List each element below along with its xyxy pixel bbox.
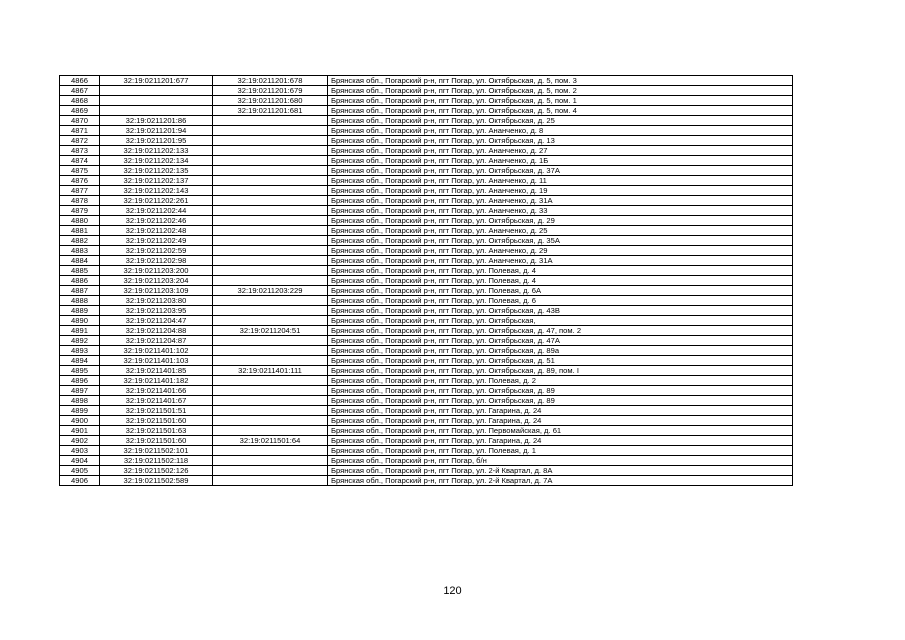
table-row xyxy=(60,426,793,436)
table-row xyxy=(60,276,793,286)
related-cadastral-number-cell: 32:19:0211401:111 xyxy=(213,366,328,376)
address-cell: Брянская обл., Погарский р-н, пгт Погар, ул. Октябрьская, д. 37А xyxy=(328,166,793,176)
table-row xyxy=(60,86,793,96)
related-cadastral-number-cell xyxy=(213,176,328,186)
related-cadastral-number-cell: 32:19:0211204:51 xyxy=(213,326,328,336)
table-row xyxy=(60,116,793,126)
related-cadastral-number-cell xyxy=(213,376,328,386)
cadastral-number-cell: 32:19:0211401:66 xyxy=(100,386,213,396)
cadastral-number-cell: 32:19:0211202:137 xyxy=(100,176,213,186)
address-cell: Брянская обл., Погарский р-н, пгт Погар, ул. Октябрьская, д. 35А xyxy=(328,236,793,246)
related-cadastral-number-cell xyxy=(213,116,328,126)
related-cadastral-number-cell xyxy=(213,356,328,366)
cadastral-number-cell: 32:19:0211401:67 xyxy=(100,396,213,406)
address-cell: Брянская обл., Погарский р-н, пгт Погар, ул. Гагарина, д. 24 xyxy=(328,406,793,416)
row-number-cell: 4878 xyxy=(60,196,100,206)
table-row xyxy=(60,346,793,356)
cadastral-number-cell: 32:19:0211502:101 xyxy=(100,446,213,456)
row-number-cell: 4894 xyxy=(60,356,100,366)
related-cadastral-number-cell xyxy=(213,416,328,426)
cadastral-number-cell: 32:19:0211401:102 xyxy=(100,346,213,356)
address-cell: Брянская обл., Погарский р-н, пгт Погар, ул. 2-й Квартал, д. 7А xyxy=(328,476,793,486)
cadastral-number-cell xyxy=(100,86,213,96)
row-number-cell: 4874 xyxy=(60,156,100,166)
row-number-cell: 4886 xyxy=(60,276,100,286)
related-cadastral-number-cell xyxy=(213,236,328,246)
related-cadastral-number-cell xyxy=(213,426,328,436)
table-row xyxy=(60,336,793,346)
cadastral-number-cell: 32:19:0211502:589 xyxy=(100,476,213,486)
related-cadastral-number-cell: 32:19:0211201:681 xyxy=(213,106,328,116)
cadastral-number-cell: 32:19:0211204:47 xyxy=(100,316,213,326)
address-cell: Брянская обл., Погарский р-н, пгт Погар, ул. Ананченко, д. 8 xyxy=(328,126,793,136)
table-row xyxy=(60,176,793,186)
cadastral-number-cell: 32:19:0211502:126 xyxy=(100,466,213,476)
cadastral-number-cell: 32:19:0211501:60 xyxy=(100,436,213,446)
table-row xyxy=(60,446,793,456)
table-row xyxy=(60,306,793,316)
related-cadastral-number-cell xyxy=(213,296,328,306)
related-cadastral-number-cell xyxy=(213,196,328,206)
address-cell: Брянская обл., Погарский р-н, пгт Погар, ул. Октябрьская, д. 89а xyxy=(328,346,793,356)
row-number-cell: 4904 xyxy=(60,456,100,466)
row-number-cell: 4906 xyxy=(60,476,100,486)
row-number-cell: 4872 xyxy=(60,136,100,146)
address-cell: Брянская обл., Погарский р-н, пгт Погар, ул. Октябрьская, д. 13 xyxy=(328,136,793,146)
cadastral-number-cell: 32:19:0211202:135 xyxy=(100,166,213,176)
cadastral-number-cell: 32:19:0211502:118 xyxy=(100,456,213,466)
cadastral-number-cell: 32:19:0211202:261 xyxy=(100,196,213,206)
address-cell: Брянская обл., Погарский р-н, пгт Погар, ул. Ананченко, д. 31А xyxy=(328,196,793,206)
property-table xyxy=(59,75,793,486)
address-cell: Брянская обл., Погарский р-н, пгт Погар, ул. Октябрьская, д. 43В xyxy=(328,306,793,316)
address-cell: Брянская обл., Погарский р-н, пгт Погар, ул. Полевая, д. 4 xyxy=(328,266,793,276)
row-number-cell: 4884 xyxy=(60,256,100,266)
table-row xyxy=(60,286,793,296)
cadastral-number-cell: 32:19:0211401:103 xyxy=(100,356,213,366)
row-number-cell: 4885 xyxy=(60,266,100,276)
cadastral-number-cell: 32:19:0211201:86 xyxy=(100,116,213,126)
table-row xyxy=(60,106,793,116)
address-cell: Брянская обл., Погарский р-н, пгт Погар, ул. Ананченко, д. 33 xyxy=(328,206,793,216)
row-number-cell: 4893 xyxy=(60,346,100,356)
address-cell: Брянская обл., Погарский р-н, пгт Погар, ул. Октябрьская, д. 5, пом. 2 xyxy=(328,86,793,96)
cadastral-number-cell: 32:19:0211202:133 xyxy=(100,146,213,156)
cadastral-number-cell: 32:19:0211201:94 xyxy=(100,126,213,136)
related-cadastral-number-cell xyxy=(213,206,328,216)
row-number-cell: 4869 xyxy=(60,106,100,116)
row-number-cell: 4905 xyxy=(60,466,100,476)
related-cadastral-number-cell xyxy=(213,456,328,466)
address-cell: Брянская обл., Погарский р-н, пгт Погар, ул. 2-й Квартал, д. 8А xyxy=(328,466,793,476)
cadastral-number-cell: 32:19:0211202:134 xyxy=(100,156,213,166)
address-cell: Брянская обл., Погарский р-н, пгт Погар, ул. Октябрьская, xyxy=(328,316,793,326)
address-cell: Брянская обл., Погарский р-н, пгт Погар, ул. Октябрьская, д. 89, пом. I xyxy=(328,366,793,376)
row-number-cell: 4877 xyxy=(60,186,100,196)
related-cadastral-number-cell xyxy=(213,306,328,316)
row-number-cell: 4896 xyxy=(60,376,100,386)
table-row xyxy=(60,136,793,146)
address-cell: Брянская обл., Погарский р-н, пгт Погар, б/н xyxy=(328,456,793,466)
row-number-cell: 4883 xyxy=(60,246,100,256)
table-row xyxy=(60,366,793,376)
table-row xyxy=(60,156,793,166)
row-number-cell: 4882 xyxy=(60,236,100,246)
cadastral-number-cell: 32:19:0211203:109 xyxy=(100,286,213,296)
table-row xyxy=(60,456,793,466)
cadastral-number-cell: 32:19:0211203:200 xyxy=(100,266,213,276)
cadastral-number-cell: 32:19:0211204:87 xyxy=(100,336,213,346)
table-row xyxy=(60,146,793,156)
address-cell: Брянская обл., Погарский р-н, пгт Погар, ул. Октябрьская, д. 89 xyxy=(328,396,793,406)
row-number-cell: 4892 xyxy=(60,336,100,346)
address-cell: Брянская обл., Погарский р-н, пгт Погар, ул. Первомайская, д. 61 xyxy=(328,426,793,436)
row-number-cell: 4873 xyxy=(60,146,100,156)
cadastral-number-cell xyxy=(100,106,213,116)
row-number-cell: 4889 xyxy=(60,306,100,316)
cadastral-number-cell: 32:19:0211202:143 xyxy=(100,186,213,196)
cadastral-number-cell: 32:19:0211203:204 xyxy=(100,276,213,286)
address-cell: Брянская обл., Погарский р-н, пгт Погар, ул. Гагарина, д. 24 xyxy=(328,436,793,446)
address-cell: Брянская обл., Погарский р-н, пгт Погар, ул. Ананченко, д. 1Б xyxy=(328,156,793,166)
related-cadastral-number-cell xyxy=(213,246,328,256)
address-cell: Брянская обл., Погарский р-н, пгт Погар, ул. Октябрьская, д. 5, пом. 1 xyxy=(328,96,793,106)
cadastral-number-cell: 32:19:0211202:48 xyxy=(100,226,213,236)
related-cadastral-number-cell xyxy=(213,256,328,266)
row-number-cell: 4879 xyxy=(60,206,100,216)
address-cell: Брянская обл., Погарский р-н, пгт Погар, ул. Полевая, д. 6А xyxy=(328,286,793,296)
address-cell: Брянская обл., Погарский р-н, пгт Погар, ул. Октябрьская, д. 29 xyxy=(328,216,793,226)
cadastral-number-cell: 32:19:0211501:63 xyxy=(100,426,213,436)
table-row xyxy=(60,76,793,86)
address-cell: Брянская обл., Погарский р-н, пгт Погар, ул. Ананченко, д. 19 xyxy=(328,186,793,196)
address-cell: Брянская обл., Погарский р-н, пгт Погар, ул. Гагарина, д. 24 xyxy=(328,416,793,426)
related-cadastral-number-cell xyxy=(213,406,328,416)
address-cell: Брянская обл., Погарский р-н, пгт Погар, ул. Октябрьская, д. 47А xyxy=(328,336,793,346)
cadastral-number-cell: 32:19:0211501:60 xyxy=(100,416,213,426)
row-number-cell: 4881 xyxy=(60,226,100,236)
table-row xyxy=(60,406,793,416)
cadastral-number-cell: 32:19:0211202:44 xyxy=(100,206,213,216)
address-cell: Брянская обл., Погарский р-н, пгт Погар, ул. Октябрьская, д. 47, пом. 2 xyxy=(328,326,793,336)
table-row xyxy=(60,186,793,196)
related-cadastral-number-cell xyxy=(213,316,328,326)
table-row xyxy=(60,126,793,136)
related-cadastral-number-cell xyxy=(213,276,328,286)
cadastral-number-cell: 32:19:0211401:182 xyxy=(100,376,213,386)
cadastral-number-cell: 32:19:0211204:88 xyxy=(100,326,213,336)
table-row xyxy=(60,196,793,206)
address-cell: Брянская обл., Погарский р-н, пгт Погар, ул. Ананченко, д. 25 xyxy=(328,226,793,236)
table-row xyxy=(60,236,793,246)
row-number-cell: 4876 xyxy=(60,176,100,186)
table-row xyxy=(60,166,793,176)
table-row xyxy=(60,256,793,266)
row-number-cell: 4903 xyxy=(60,446,100,456)
related-cadastral-number-cell xyxy=(213,336,328,346)
row-number-cell: 4887 xyxy=(60,286,100,296)
cadastral-number-cell: 32:19:0211202:59 xyxy=(100,246,213,256)
related-cadastral-number-cell xyxy=(213,186,328,196)
row-number-cell: 4898 xyxy=(60,396,100,406)
related-cadastral-number-cell xyxy=(213,396,328,406)
table-row xyxy=(60,326,793,336)
address-cell: Брянская обл., Погарский р-н, пгт Погар, ул. Ананченко, д. 29 xyxy=(328,246,793,256)
related-cadastral-number-cell xyxy=(213,126,328,136)
address-cell: Брянская обл., Погарский р-н, пгт Погар, ул. Полевая, д. 2 xyxy=(328,376,793,386)
cadastral-number-cell: 32:19:0211202:98 xyxy=(100,256,213,266)
table-row xyxy=(60,206,793,216)
related-cadastral-number-cell xyxy=(213,266,328,276)
row-number-cell: 4897 xyxy=(60,386,100,396)
table-row xyxy=(60,386,793,396)
row-number-cell: 4866 xyxy=(60,76,100,86)
table-row xyxy=(60,416,793,426)
related-cadastral-number-cell xyxy=(213,476,328,486)
table-body xyxy=(60,76,793,486)
table-row xyxy=(60,246,793,256)
address-cell: Брянская обл., Погарский р-н, пгт Погар, ул. Ананченко, д. 27 xyxy=(328,146,793,156)
related-cadastral-number-cell: 32:19:0211201:680 xyxy=(213,96,328,106)
table-row xyxy=(60,376,793,386)
related-cadastral-number-cell xyxy=(213,466,328,476)
cadastral-number-cell: 32:19:0211201:95 xyxy=(100,136,213,146)
cadastral-number-cell: 32:19:0211202:49 xyxy=(100,236,213,246)
row-number-cell: 4867 xyxy=(60,86,100,96)
table-row xyxy=(60,96,793,106)
address-cell: Брянская обл., Погарский р-н, пгт Погар, ул. Октябрьская, д. 25 xyxy=(328,116,793,126)
address-cell: Брянская обл., Погарский р-н, пгт Погар, ул. Полевая, д. 4 xyxy=(328,276,793,286)
related-cadastral-number-cell: 32:19:0211501:64 xyxy=(213,436,328,446)
row-number-cell: 4901 xyxy=(60,426,100,436)
table-row xyxy=(60,396,793,406)
row-number-cell: 4871 xyxy=(60,126,100,136)
row-number-cell: 4891 xyxy=(60,326,100,336)
address-cell: Брянская обл., Погарский р-н, пгт Погар, ул. Ананченко, д. 11 xyxy=(328,176,793,186)
cadastral-number-cell: 32:19:0211201:677 xyxy=(100,76,213,86)
address-cell: Брянская обл., Погарский р-н, пгт Погар, ул. Октябрьская, д. 89 xyxy=(328,386,793,396)
address-cell: Брянская обл., Погарский р-н, пгт Погар, ул. Октябрьская, д. 5, пом. 4 xyxy=(328,106,793,116)
table-row xyxy=(60,436,793,446)
related-cadastral-number-cell xyxy=(213,216,328,226)
row-number-cell: 4900 xyxy=(60,416,100,426)
row-number-cell: 4902 xyxy=(60,436,100,446)
table-row xyxy=(60,356,793,366)
related-cadastral-number-cell xyxy=(213,156,328,166)
related-cadastral-number-cell: 32:19:0211203:229 xyxy=(213,286,328,296)
table-row xyxy=(60,316,793,326)
address-cell: Брянская обл., Погарский р-н, пгт Погар, ул. Октябрьская, д. 51 xyxy=(328,356,793,366)
related-cadastral-number-cell xyxy=(213,346,328,356)
cadastral-number-cell: 32:19:0211501:51 xyxy=(100,406,213,416)
table-row xyxy=(60,266,793,276)
table-row xyxy=(60,476,793,486)
row-number-cell: 4870 xyxy=(60,116,100,126)
row-number-cell: 4899 xyxy=(60,406,100,416)
page-number: 120 xyxy=(443,585,462,597)
row-number-cell: 4888 xyxy=(60,296,100,306)
related-cadastral-number-cell: 32:19:0211201:679 xyxy=(213,86,328,96)
row-number-cell: 4880 xyxy=(60,216,100,226)
cadastral-number-cell: 32:19:0211203:95 xyxy=(100,306,213,316)
table-row xyxy=(60,226,793,236)
related-cadastral-number-cell xyxy=(213,386,328,396)
address-cell: Брянская обл., Погарский р-н, пгт Погар, ул. Полевая, д. 1 xyxy=(328,446,793,456)
related-cadastral-number-cell xyxy=(213,146,328,156)
related-cadastral-number-cell xyxy=(213,166,328,176)
cadastral-number-cell: 32:19:0211203:80 xyxy=(100,296,213,306)
related-cadastral-number-cell xyxy=(213,136,328,146)
address-cell: Брянская обл., Погарский р-н, пгт Погар, ул. Октябрьская, д. 5, пом. 3 xyxy=(328,76,793,86)
row-number-cell: 4890 xyxy=(60,316,100,326)
table-row xyxy=(60,466,793,476)
cadastral-number-cell: 32:19:0211401:85 xyxy=(100,366,213,376)
table-row xyxy=(60,216,793,226)
table-row xyxy=(60,296,793,306)
address-cell: Брянская обл., Погарский р-н, пгт Погар, ул. Полевая, д. 6 xyxy=(328,296,793,306)
related-cadastral-number-cell xyxy=(213,226,328,236)
related-cadastral-number-cell xyxy=(213,446,328,456)
address-cell: Брянская обл., Погарский р-н, пгт Погар, ул. Ананченко, д. 31А xyxy=(328,256,793,266)
row-number-cell: 4895 xyxy=(60,366,100,376)
cadastral-number-cell xyxy=(100,96,213,106)
row-number-cell: 4868 xyxy=(60,96,100,106)
related-cadastral-number-cell: 32:19:0211201:678 xyxy=(213,76,328,86)
cadastral-number-cell: 32:19:0211202:46 xyxy=(100,216,213,226)
row-number-cell: 4875 xyxy=(60,166,100,176)
